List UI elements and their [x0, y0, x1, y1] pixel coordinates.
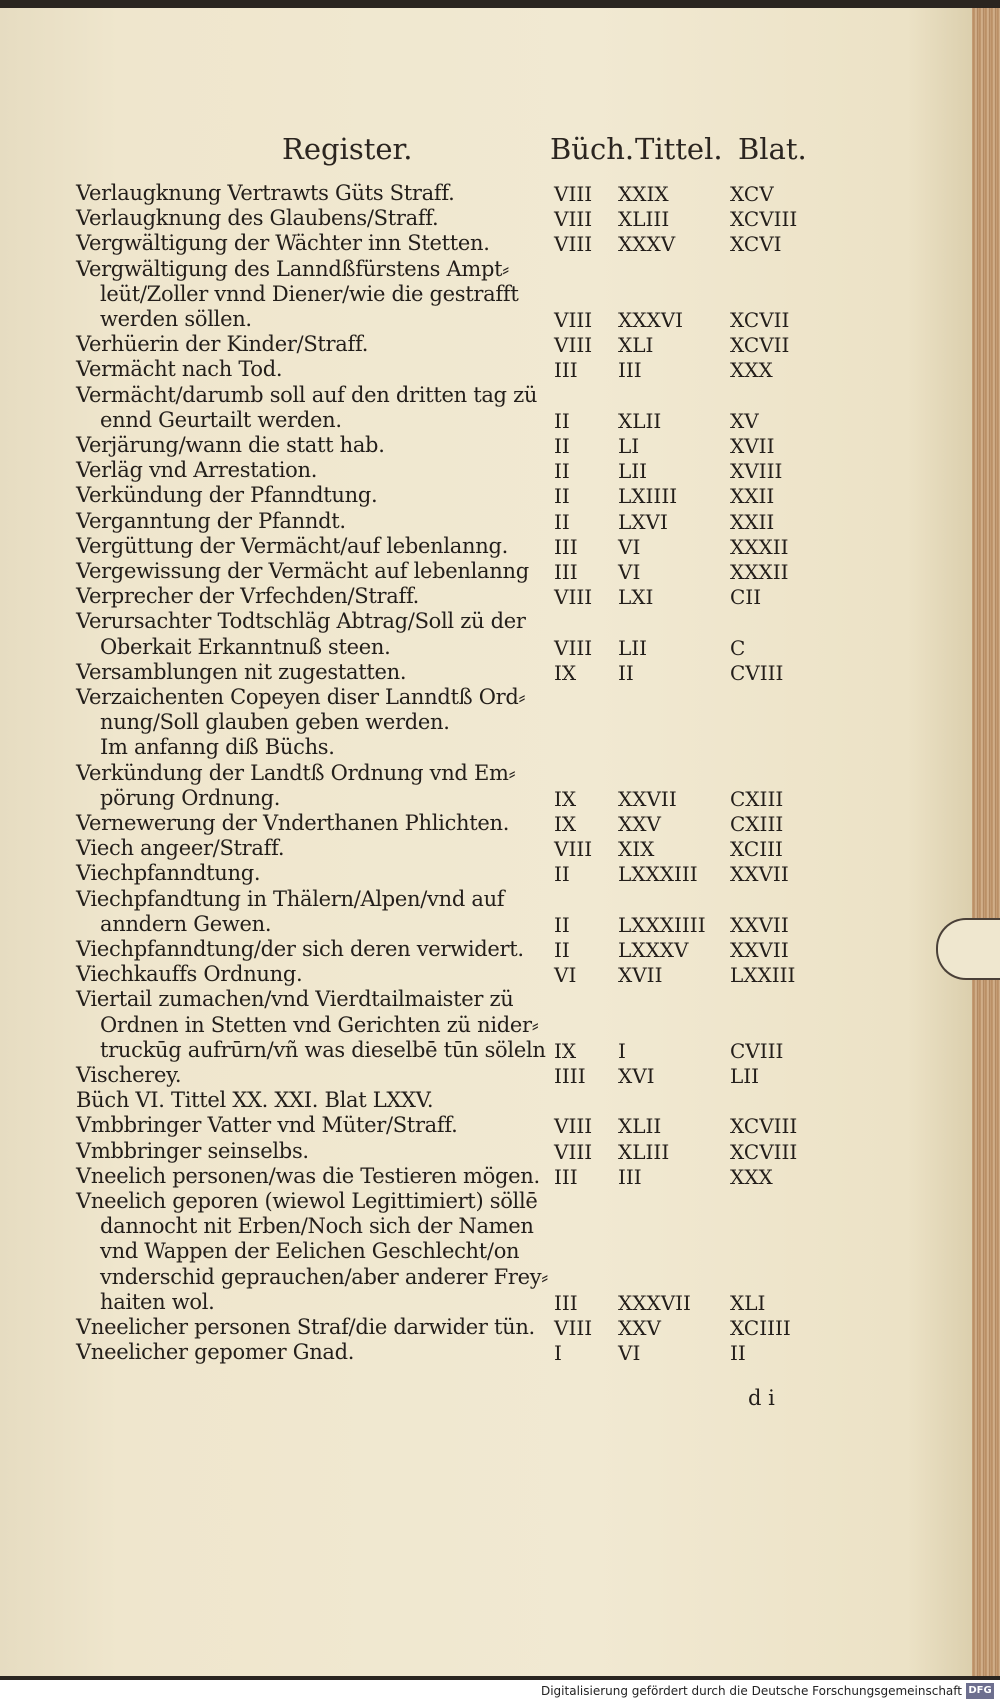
entry-buch-number: II [554, 408, 570, 433]
entry-text: Verjärung/wann die statt hab. [76, 433, 385, 457]
entry-text: Verprecher der Vrfechden/Straff. [76, 584, 420, 609]
entry-tittel-number: XXVII [618, 786, 677, 811]
entry-blat-number: XXII [730, 509, 775, 534]
entry-buch-number: VIII [554, 635, 593, 660]
entry-buch-number: II [554, 862, 570, 887]
entry-tittel-number: III [618, 358, 642, 383]
entry-tittel-number: XXXV [618, 232, 676, 257]
entry-tittel-number: LI [618, 434, 640, 458]
entry-text: Verkündung der Pfanndtung. [76, 483, 378, 508]
entry-tittel-number: XLI [618, 333, 654, 358]
entry-blat-number: XCVI [730, 232, 782, 257]
entry-tittel-number: XVII [618, 963, 663, 988]
entry-blat-number: CII [730, 585, 762, 610]
entry-buch-number: II [554, 509, 570, 534]
entry-text: Viechpfanndtung. [76, 861, 261, 886]
entry-tittel-number: LII [618, 459, 648, 484]
entry-tittel-number: III [618, 1164, 642, 1189]
entry-text: Vergewissung der Vermächt auf lebenlanng [76, 559, 529, 583]
entry-tittel-number: LXIIII [618, 484, 678, 509]
entry-text-continuation: Oberkait Erkanntnuß steen. [100, 634, 391, 659]
entry-tittel-number: VI [618, 534, 641, 559]
entry-blat-number: CXIII [730, 786, 784, 811]
entry-buch-number: VIII [554, 837, 593, 862]
entry-blat-number: XXX [730, 1164, 773, 1189]
entry-text: Vischerey. [76, 1063, 182, 1087]
entry-text: Viech angeer/Straff. [76, 836, 285, 861]
entry-tittel-number: XXIX [618, 182, 669, 206]
entry-text-continuation: ennd Geurtailt werden. [100, 407, 342, 432]
entry-text-continuation: dannocht nit Erben/Noch sich der Namen [100, 1214, 534, 1239]
entry-text: Verkündung der Landtß Ordnung vnd Em⸗ [76, 760, 516, 785]
signature-mark: d i [748, 1386, 775, 1410]
entry-tittel-number: LXVI [618, 509, 668, 534]
entry-buch-number: VIII [554, 232, 593, 257]
entry-tittel-number: LXI [618, 585, 654, 610]
entry-tittel-number: XXXVI [618, 308, 684, 332]
entry-blat-number: XCVII [730, 308, 790, 332]
entry-tittel-number: XXV [618, 812, 661, 836]
entry-text: Vergwältigung des Lanndßfürstens Ampt⸗ [76, 256, 509, 281]
entry-text: Vneelich geporen (wiewol Legittimiert) söllē [76, 1189, 538, 1213]
entry-tittel-number: I [618, 1038, 626, 1063]
entry-text: Vneelich personen/was die Testieren mögen. [76, 1163, 540, 1188]
entry-blat-number: XCVIII [730, 1114, 798, 1139]
entry-blat-number: C [730, 635, 746, 660]
entry-text-continuation: Im anfanng diß Büchs. [100, 735, 335, 760]
entry-blat-number: LII [730, 1064, 760, 1088]
entry-buch-number: II [554, 434, 570, 458]
entry-buch-number: VIII [554, 207, 593, 232]
entry-tittel-number: VI [618, 1341, 641, 1366]
entry-text: Vergüttung der Vermächt/auf lebenlanng. [76, 533, 508, 558]
entry-text-continuation: Ordnen in Stetten vnd Gerichten zü nider⸗ [100, 1012, 539, 1037]
entry-buch-number: VIII [554, 1114, 593, 1139]
entry-buch-number: IX [554, 812, 577, 836]
column-header-tittel: Tittel. [635, 132, 723, 166]
entry-text: Versamblungen nit zugestatten. [76, 659, 407, 684]
entry-text-continuation: pörung Ordnung. [100, 785, 281, 810]
entry-text: Verganntung der Pfanndt. [76, 508, 346, 533]
entry-tittel-number: VI [618, 560, 641, 584]
entry-text: Verläg vnd Arrestation. [76, 458, 318, 483]
entry-text: Vermächt/darumb soll auf den dritten tag zü [76, 382, 538, 407]
entry-blat-number: XCVIII [730, 207, 798, 232]
entry-blat-number: CVIII [730, 1038, 784, 1063]
entry-tittel-number: XXV [618, 1316, 661, 1340]
entry-blat-number: XVIII [730, 459, 783, 484]
entry-tittel-number: XVI [618, 1064, 655, 1088]
entry-text: Verhüerin der Kinder/Straff. [76, 332, 369, 357]
entry-buch-number: IX [554, 786, 577, 811]
entry-blat-number: XXX [730, 358, 773, 383]
entry-text: Viechkauffs Ordnung. [76, 962, 303, 987]
entry-buch-number: VIII [554, 308, 593, 332]
entry-text: Vmbbringer Vatter vnd Müter/Straff. [76, 1113, 458, 1138]
entry-buch-number: III [554, 1290, 578, 1315]
entry-blat-number: XCIII [730, 837, 783, 862]
entry-text: Verlaugknung des Glaubens/Straff. [76, 206, 439, 231]
register-title: Register. [282, 132, 413, 166]
entry-buch-number: VIII [554, 333, 593, 358]
entry-text-continuation: leüt/Zoller vnnd Diener/wie die gestrafft [100, 281, 519, 306]
entry-tittel-number: II [618, 660, 634, 685]
entry-tittel-number: LII [618, 635, 648, 660]
entry-text: Vermächt nach Tod. [76, 357, 283, 382]
entry-blat-number: XXVII [730, 912, 789, 937]
footer-credit: Digitalisierung gefördert durch die Deutsche Forschungsgemeinschaft [540, 1684, 962, 1698]
entry-buch-number: II [554, 912, 570, 937]
entry-blat-number: XXII [730, 484, 775, 509]
entry-text-continuation: werden söllen. [100, 307, 252, 331]
entry-buch-number: VIII [554, 585, 593, 610]
entry-buch-number: III [554, 1164, 578, 1189]
entry-blat-number: XXVII [730, 938, 789, 962]
entry-text: Vmbbringer seinselbs. [76, 1138, 309, 1163]
entry-tittel-number: XLII [618, 1114, 662, 1139]
entry-text: Verursachter Todtschläg Abtrag/Soll zü der [76, 609, 526, 634]
entry-buch-number: III [554, 534, 578, 559]
entry-buch-number: III [554, 560, 578, 584]
dfg-logo: DFG [966, 1683, 994, 1699]
entry-blat-number: XVII [730, 434, 775, 458]
entry-tittel-number: XIX [618, 837, 655, 862]
entry-buch-number: II [554, 484, 570, 509]
entry-blat-number: XCV [730, 182, 774, 206]
entry-text-continuation: nung/Soll glauben geben werden. [100, 710, 450, 735]
entry-text: Verlaugknung Vertrawts Güts Straff. [76, 181, 455, 205]
entry-text: Viechpfanndtung/der sich deren verwidert. [76, 937, 524, 961]
entry-buch-number: VI [554, 963, 577, 988]
entry-blat-number: XV [730, 408, 759, 433]
entry-blat-number: LXXIII [730, 963, 796, 988]
entry-blat-number: II [730, 1341, 746, 1366]
entry-tittel-number: XLIII [618, 1139, 670, 1164]
entry-tittel-number: LXXXIII [618, 862, 698, 887]
entry-text: Vergwältigung der Wächter inn Stetten. [76, 231, 490, 256]
entry-buch-number: VIII [554, 1316, 593, 1340]
entry-tittel-number: XXXVII [618, 1290, 691, 1315]
entry-text-continuation: vnd Wappen der Eelichen Geschlecht/on [100, 1239, 520, 1264]
entry-text: Vneelicher gepomer Gnad. [76, 1340, 355, 1365]
entry-text-continuation: anndern Gewen. [100, 911, 272, 936]
entry-buch-number: VIII [554, 1139, 593, 1164]
footer-bar [0, 1680, 1000, 1703]
entry-blat-number: XCVIII [730, 1139, 798, 1164]
entry-tittel-number: XLII [618, 408, 662, 433]
entry-tittel-number: LXXXIIII [618, 912, 706, 937]
entry-text: Büch VI. Tittel XX. XXI. Blat LXXV. [76, 1088, 434, 1113]
entry-text: Vernewerung der Vnderthanen Phlichten. [76, 811, 510, 835]
entry-text-continuation: haiten wol. [100, 1289, 215, 1314]
entry-blat-number: XXXII [730, 534, 789, 559]
entry-text: Viechpfandtung in Thälern/Alpen/vnd auf [76, 886, 505, 911]
entry-buch-number: VIII [554, 182, 593, 206]
entry-tittel-number: LXXXV [618, 938, 689, 962]
column-header-blat: Blat. [738, 132, 807, 166]
entry-text: Viertail zumachen/vnd Vierdtailmaister zü [76, 987, 514, 1012]
entry-buch-number: IX [554, 1038, 577, 1063]
entry-blat-number: XLI [730, 1290, 766, 1315]
entry-blat-number: XXVII [730, 862, 789, 887]
entry-text: Vneelicher personen Straf/die darwider tün. [76, 1315, 535, 1339]
entry-buch-number: II [554, 459, 570, 484]
entry-text-continuation: truckūg aufrūrn/vñ was dieselbē tūn söleln [100, 1037, 546, 1062]
entry-buch-number: II [554, 938, 570, 962]
column-header-buch: Büch. [550, 132, 635, 166]
entry-buch-number: IX [554, 660, 577, 685]
entry-blat-number: XCIIII [730, 1316, 791, 1340]
entry-buch-number: I [554, 1341, 562, 1366]
entry-blat-number: CVIII [730, 660, 784, 685]
entry-text: Verzaichenten Copeyen diser Lanndtß Ord⸗ [76, 685, 526, 709]
entry-text-continuation: vnderschid geprauchen/aber anderer Frey⸗ [100, 1264, 549, 1289]
entry-tittel-number: XLIII [618, 207, 670, 232]
entry-blat-number: XCVII [730, 333, 790, 358]
entry-buch-number: IIII [554, 1064, 586, 1088]
entry-buch-number: III [554, 358, 578, 383]
entry-blat-number: CXIII [730, 812, 784, 836]
entry-blat-number: XXXII [730, 560, 789, 584]
